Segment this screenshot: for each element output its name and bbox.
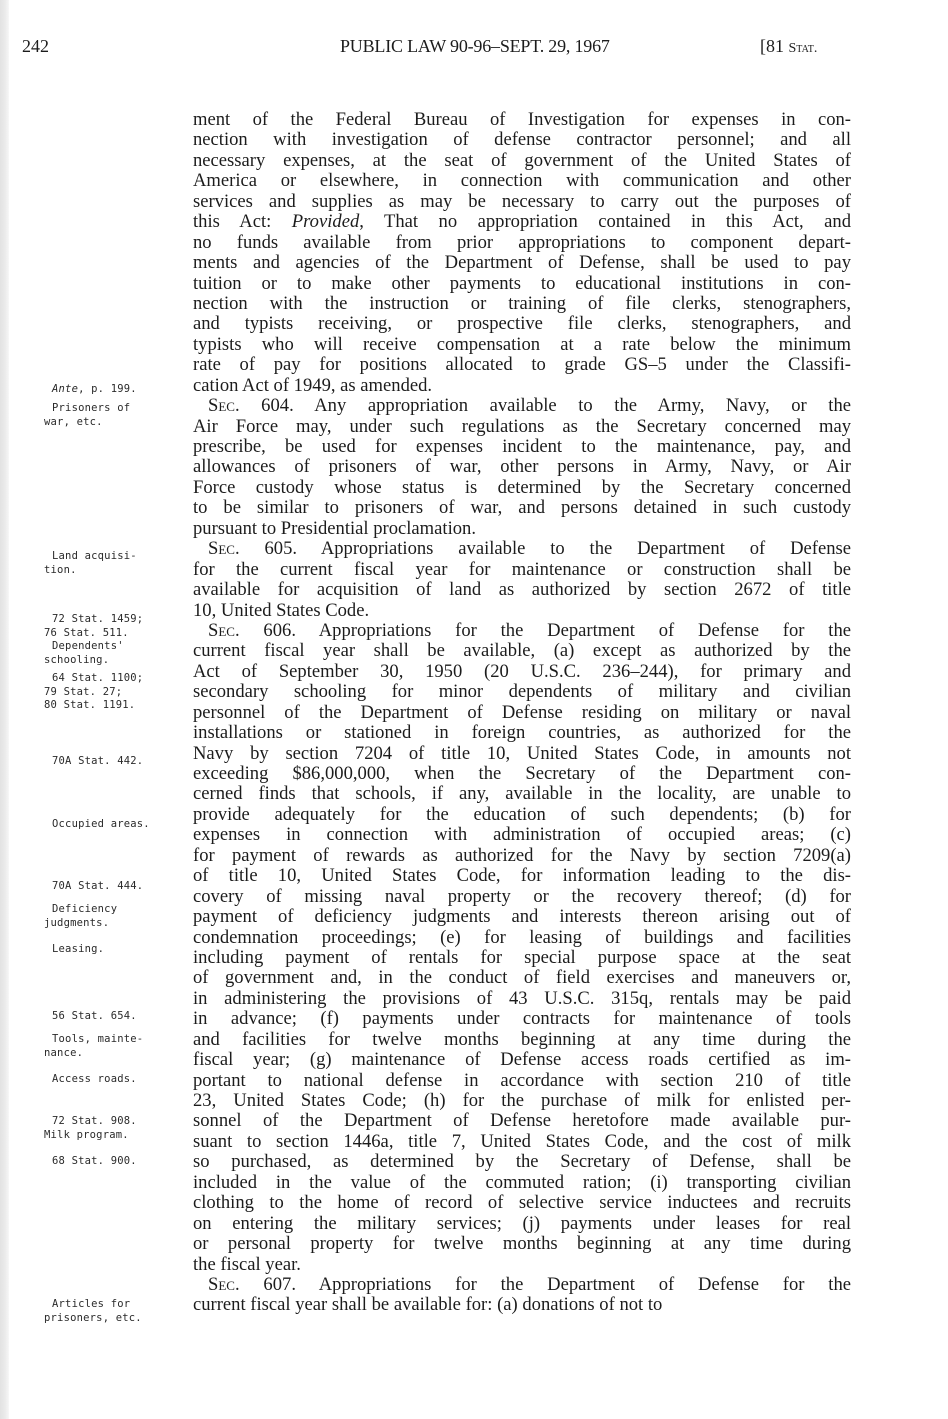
- margin-note: [44, 1033, 184, 1060]
- volume-reference: [760, 36, 817, 57]
- text-line: of government and, in the conduct of field exercises and maneuvers or,: [193, 967, 851, 989]
- margin-note: [44, 1155, 184, 1169]
- margin-note-line: 79 Stat. 27;: [44, 685, 123, 698]
- margin-note-line: Milk program.: [44, 1128, 129, 1141]
- text-line: expenses in connection with administration of occupied areas; (c): [193, 824, 851, 846]
- text-line: America or elsewhere, in connection with communication and other: [193, 170, 851, 192]
- text-line: available for acquisition of land as authorized by section 2672 of title: [193, 579, 851, 601]
- text-line: and facilities for twelve months beginning at any time during the: [193, 1028, 851, 1050]
- text-line: fiscal year; (g) maintenance of Defense access roads certified as im-: [193, 1049, 851, 1071]
- margin-note-line: 70A Stat. 442.: [52, 755, 144, 767]
- statute-body-text: [193, 110, 851, 1316]
- text-line: ment of the Federal Bureau of Investigation for expenses in con-: [193, 109, 851, 130]
- margin-note: [44, 818, 184, 832]
- margin-note-line: 68 Stat. 900.: [52, 1155, 137, 1167]
- margin-note: [44, 755, 184, 769]
- text-line: for payment of rewards as authorized for the Navy by section 7209(a): [193, 844, 851, 866]
- margin-note: [44, 1298, 184, 1325]
- text-line: of title 10, United States Code, for information leading to the dis-: [193, 865, 851, 887]
- text-line: suant to section 1446a, title 7, United States Code, and the cost of milk: [193, 1130, 851, 1152]
- text-line: prescribe, be used for expenses incident to the maintenance, pay, and: [193, 436, 851, 457]
- text-line: provide adequately for the education of such dependents; (b) for: [193, 803, 851, 825]
- margin-note: [44, 880, 184, 894]
- text-line: nection with the instruction or training of file clerks, stenographers,: [193, 292, 851, 314]
- margin-note: [44, 550, 184, 577]
- margin-note-line: Occupied areas.: [52, 818, 150, 830]
- margin-note: [44, 943, 184, 957]
- text-line: current fiscal year shall be available for: (a) donations of not to: [193, 1294, 663, 1316]
- text-line: on entering the military services; (j) payments under leases for real: [193, 1212, 851, 1234]
- text-line: for the current fiscal year for maintenance or construction shall be: [193, 558, 851, 580]
- text-line: the fiscal year.: [193, 1253, 301, 1275]
- text-line: included in the value of the commuted ration; (i) transporting civilian: [193, 1171, 851, 1193]
- scan-edge: [0, 0, 9, 1419]
- margin-note-line: 76 Stat. 511.: [44, 626, 129, 639]
- text-line: tuition or to make other payments to educational institutions in con-: [193, 272, 851, 294]
- margin-note-line: Tools, mainte-: [52, 1033, 144, 1045]
- text-line: payment of deficiency judgments and interests thereon arising out of: [193, 906, 851, 928]
- margin-note: [44, 1115, 184, 1142]
- margin-note-line: tion.: [44, 563, 77, 576]
- text-line: sonnel of the Department of Defense heretofore made available pur-: [193, 1110, 851, 1132]
- text-line: to be similar to prisoners of war, and persons detained in such custody: [193, 497, 851, 519]
- text-line: necessary expenses, at the seat of government of the United States of: [193, 149, 851, 171]
- margin-note-line: Prisoners of: [52, 402, 131, 414]
- text-line: pursuant to Presidential proclamation.: [193, 517, 476, 539]
- text-line: in advance; (f) payments under contracts for maintenance of tools: [193, 1008, 851, 1030]
- text-line: 23, United States Code; (h) for the purchase of milk for enlisted per-: [193, 1090, 851, 1111]
- margin-note: [44, 613, 184, 640]
- text-line: Navy by section 7204 of title 10, United States Code, in amounts not: [193, 742, 851, 764]
- margin-note: [44, 383, 184, 397]
- margin-note-line: 64 Stat. 1100;: [52, 672, 144, 684]
- page-header: [0, 36, 948, 62]
- text-line: typists who will receive compensation at a rate below the minimum: [193, 333, 851, 355]
- page-number: 242: [22, 36, 49, 56]
- section-label: Sec.: [208, 1273, 264, 1295]
- text-line: current fiscal year shall be available, (a) except as authorized by the: [193, 640, 851, 662]
- margin-note-line: Land acquisi-: [52, 550, 137, 562]
- text-line: Force custody whose status is determined by the Secretary concerned: [193, 476, 851, 498]
- section-label: Sec.: [208, 395, 262, 417]
- text-line: allowances of prisoners of war, other persons in Army, Navy, or Air: [193, 456, 851, 478]
- text-line: 10, United States Code.: [193, 599, 370, 621]
- text-line: secondary schooling for minor dependents of military and civilian: [193, 681, 851, 703]
- text-line: personnel of the Department of Defense residing on military or naval: [193, 701, 851, 723]
- margin-note-line: Leasing.: [52, 943, 105, 955]
- text-line: services and supplies as may be necessary to carry out the purposes of: [193, 190, 851, 212]
- text-line: covery of missing naval property or the recovery thereof; (d) for: [193, 885, 851, 907]
- text-line: and typists receiving, or prospective file clerks, stenographers, and: [193, 313, 851, 335]
- text-line: including payment of rentals for special purpose space at the seat: [193, 946, 851, 968]
- margin-note-line: prisoners, etc.: [44, 1311, 142, 1324]
- margin-note: [44, 903, 184, 930]
- margin-note-line: 56 Stat. 654.: [52, 1010, 137, 1022]
- margin-note-line: Articles for: [52, 1298, 131, 1310]
- margin-note-line: war, etc.: [44, 415, 103, 428]
- text-line: Air Force may, under such regulations as the Secretary concerned may: [193, 415, 851, 437]
- text-line: no funds available from prior appropriations to component depart-: [193, 231, 851, 253]
- text-line: Act of September 30, 1950 (20 U.S.C. 236–244), for primary and: [193, 660, 851, 682]
- margin-note: [44, 672, 184, 713]
- section-heading-line: Sec. 605. Appropriations available to the Department of Defense: [208, 538, 851, 560]
- section-heading-line: Sec. 606. Appropriations for the Department of Defense for the: [208, 619, 851, 641]
- text-line: portant to national defense in accordance with section 210 of title: [193, 1069, 851, 1091]
- text-line: in administering the provisions of 43 U.S.C. 315q, rentals may be paid: [193, 987, 851, 1009]
- margin-note-line: Dependents': [52, 640, 124, 652]
- section-heading-line: Sec. 604. Any appropriation available to the Army, Navy, or the: [208, 395, 851, 417]
- text-line: cerned finds that schools, if any, available in the locality, are unable to: [193, 783, 851, 805]
- margin-note-line: judgments.: [44, 916, 110, 929]
- margin-note-line: 72 Stat. 1459;: [52, 613, 144, 625]
- margin-note-line: 72 Stat. 908.: [52, 1115, 137, 1127]
- text-line: or personal property for twelve months beginning at any time during: [193, 1233, 851, 1255]
- margin-note-line: Deficiency: [52, 903, 118, 915]
- text-line: rate of pay for positions allocated to grade GS–5 under the Classifi-: [193, 354, 851, 376]
- margin-note-line: Access roads.: [52, 1073, 137, 1085]
- margin-note-line: Ante, p. 199.: [52, 383, 137, 395]
- text-line: nection with investigation of defense contractor personnel; and all: [193, 129, 851, 151]
- section-heading-line: Sec. 607. Appropriations for the Department of Defense for the: [208, 1273, 851, 1295]
- text-line: this Act: Provided, That no appropriation contained in this Act, and: [193, 211, 851, 233]
- text-line: cation Act of 1949, as amended.: [193, 374, 433, 396]
- margin-note-line: nance.: [44, 1046, 84, 1059]
- margin-note: [44, 402, 184, 429]
- margin-note: [44, 1010, 184, 1024]
- text-line: clothing to the home of record of selective service inductees and recruits: [193, 1192, 851, 1214]
- volume-stat-label: Stat.: [788, 41, 818, 56]
- running-title: PUBLIC LAW 90-96–SEPT. 29, 1967: [340, 36, 610, 56]
- text-line: ments and agencies of the Department of Defense, shall be used to pay: [193, 252, 851, 274]
- margin-note-line: 80 Stat. 1191.: [44, 699, 136, 711]
- margin-note-line: schooling.: [44, 653, 110, 666]
- provided-proviso: Provided: [291, 211, 360, 233]
- text-line: exceeding $86,000,000, when the Secretary of the Department con-: [193, 763, 851, 784]
- margin-note: [44, 1073, 184, 1087]
- margin-note: [44, 640, 184, 667]
- text-line: condemnation proceedings; (e) for leasing of buildings and facilities: [193, 926, 851, 948]
- margin-note-line: 70A Stat. 444.: [52, 880, 144, 892]
- section-label: Sec.: [208, 538, 265, 560]
- text-line: installations or stationed in foreign countries, as authorized for the: [193, 722, 851, 744]
- text-line: so purchased, as determined by the Secretary of Defense, shall be: [193, 1151, 851, 1173]
- volume-number: [81: [760, 36, 789, 56]
- section-label: Sec.: [208, 619, 264, 641]
